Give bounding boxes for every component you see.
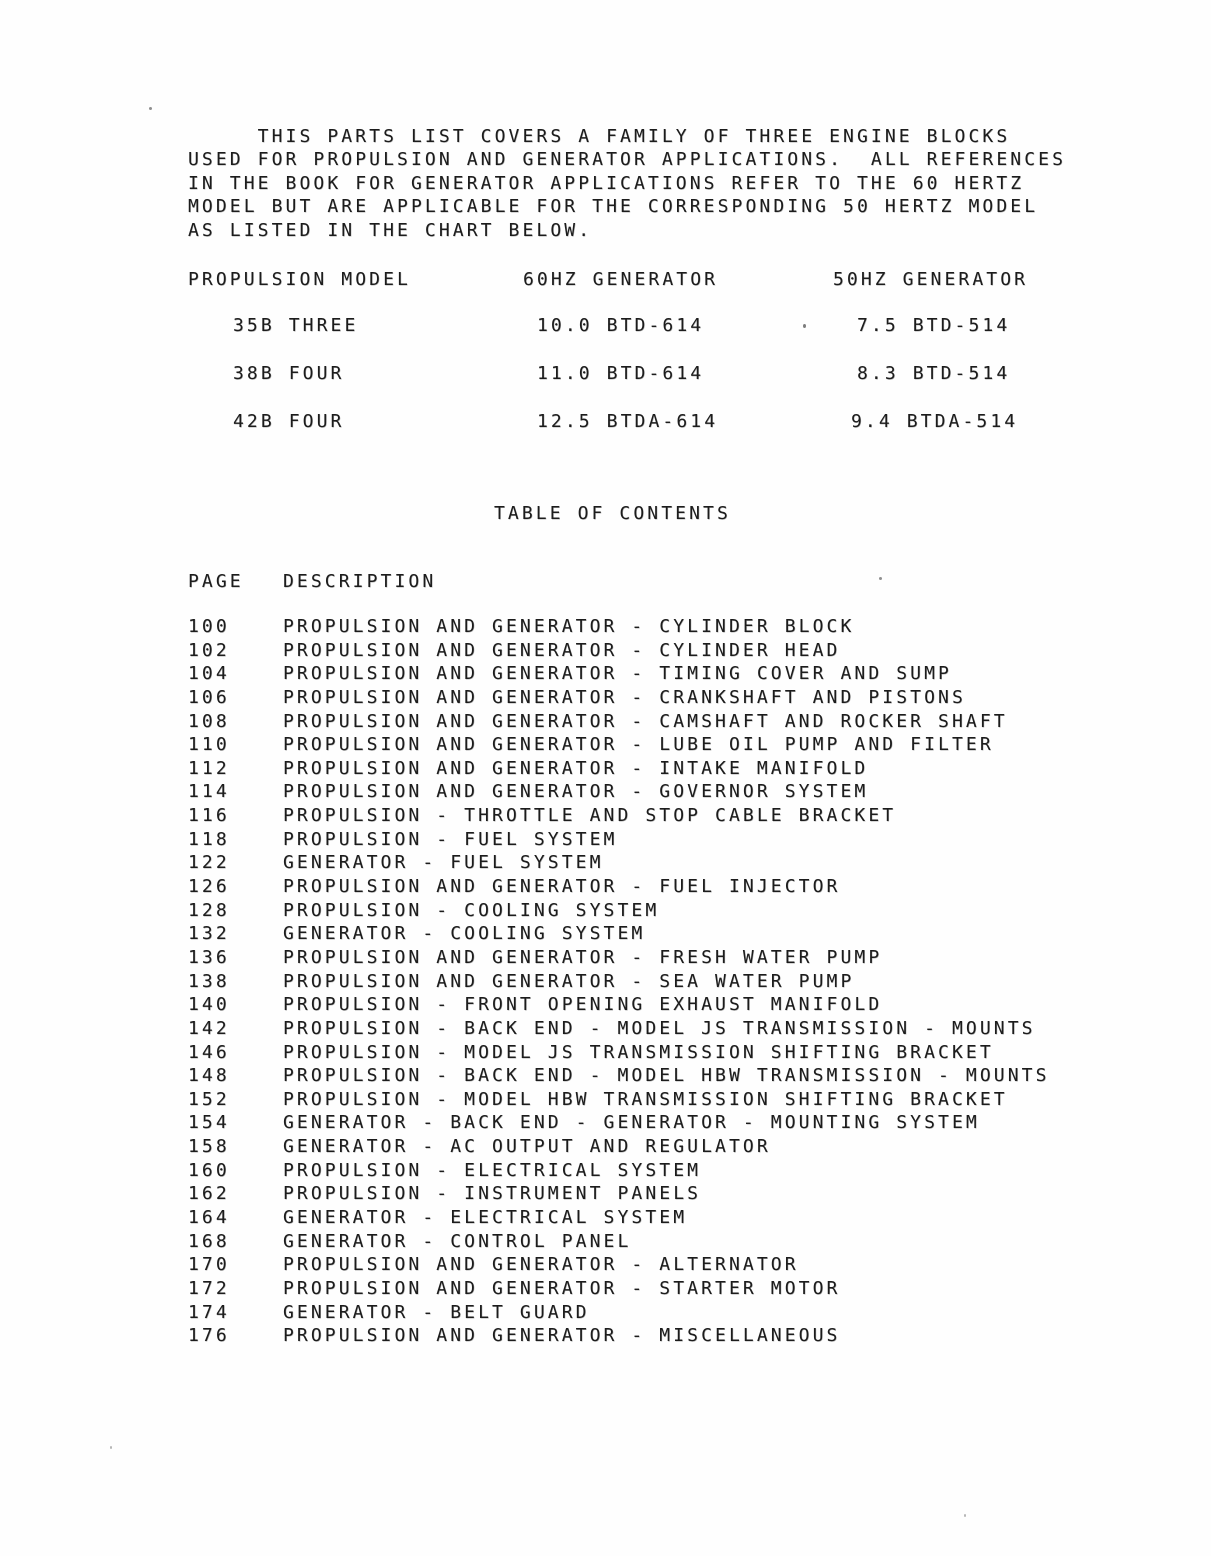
scan-speck [149, 107, 152, 110]
toc-entry [188, 686, 1050, 710]
chart-header-50hz-generator: 50HZ GENERATOR [833, 269, 1029, 290]
toc-description: PROPULSION - FUEL SYSTEM [283, 828, 618, 850]
toc-description: PROPULSION AND GENERATOR - STARTER MOTOR [283, 1277, 841, 1299]
toc-description: GENERATOR - CONTROL PANEL [283, 1230, 632, 1252]
toc-page-column-header: PAGE [188, 571, 244, 592]
toc-entry [188, 1159, 1050, 1183]
toc-description: PROPULSION AND GENERATOR - CAMSHAFT AND ROCKER SHAFT [283, 710, 1008, 732]
toc-description: PROPULSION - MODEL HBW TRANSMISSION SHIFTING BRACKET [283, 1088, 1008, 1110]
scan-speck [110, 1446, 112, 1449]
toc-entry [188, 993, 1050, 1017]
toc-entry [188, 1277, 1050, 1301]
toc-description: PROPULSION AND GENERATOR - CYLINDER HEAD [283, 639, 841, 661]
toc-page-number: 106 [188, 686, 230, 708]
toc-description: PROPULSION AND GENERATOR - CYLINDER BLOCK [283, 616, 855, 637]
toc-page-number: 152 [188, 1088, 230, 1110]
toc-description: PROPULSION AND GENERATOR - FUEL INJECTOR [283, 876, 841, 898]
toc-entry [188, 1206, 1050, 1230]
toc-entry [188, 1301, 1050, 1325]
toc-entry [188, 1324, 1050, 1348]
toc-description: GENERATOR - AC OUTPUT AND REGULATOR [283, 1136, 771, 1158]
toc-description: PROPULSION AND GENERATOR - TIMING COVER AND SUMP [283, 663, 952, 685]
toc-entry [188, 757, 1050, 781]
toc-page-number: 126 [188, 876, 230, 898]
chart-cell-50hz: 8.3 BTD-514 [857, 363, 1011, 384]
toc-page-number: 110 [188, 734, 230, 756]
intro-line: USED FOR PROPULSION AND GENERATOR APPLICATIONS. ALL REFERENCES [188, 149, 1067, 171]
toc-entry [188, 1088, 1050, 1112]
toc-entry [188, 639, 1050, 663]
toc-description: PROPULSION - BACK END - MODEL JS TRANSMISSION - MOUNTS [283, 1017, 1036, 1039]
toc-description: PROPULSION AND GENERATOR - SEA WATER PUMP [283, 970, 855, 992]
toc-description: PROPULSION - ELECTRICAL SYSTEM [283, 1159, 702, 1181]
toc-entry [188, 875, 1050, 899]
chart-header-60hz-generator: 60HZ GENERATOR [523, 269, 719, 290]
toc-description: PROPULSION AND GENERATOR - FRESH WATER PUMP [283, 946, 883, 968]
toc-title: TABLE OF CONTENTS [494, 503, 731, 524]
toc-page-number: 100 [188, 616, 230, 637]
toc-page-number: 164 [188, 1207, 230, 1229]
toc-page-number: 104 [188, 663, 230, 685]
toc-page-number: 146 [188, 1041, 230, 1063]
chart-cell-60hz: 12.5 BTDA-614 [537, 411, 719, 432]
toc-description: GENERATOR - BACK END - GENERATOR - MOUNTING SYSTEM [283, 1112, 980, 1134]
toc-description: GENERATOR - BELT GUARD [283, 1301, 590, 1323]
toc-page-number: 172 [188, 1277, 230, 1299]
toc-page-number: 138 [188, 970, 230, 992]
toc-description: PROPULSION - MODEL JS TRANSMISSION SHIFTING BRACKET [283, 1041, 994, 1063]
toc-page-number: 140 [188, 994, 230, 1016]
toc-entry [188, 780, 1050, 804]
toc-entry [188, 662, 1050, 686]
toc-entry [188, 1135, 1050, 1159]
intro-line: THIS PARTS LIST COVERS A FAMILY OF THREE ENGINE BLOCKS [188, 126, 1011, 147]
toc-page-number: 148 [188, 1065, 230, 1087]
toc-page-number: 132 [188, 923, 230, 945]
toc-description: PROPULSION - INSTRUMENT PANELS [283, 1183, 702, 1205]
toc-page-number: 136 [188, 946, 230, 968]
toc-entry [188, 1041, 1050, 1065]
toc-page-number: 108 [188, 710, 230, 732]
toc-description: PROPULSION AND GENERATOR - INTAKE MANIFOLD [283, 757, 869, 779]
toc-description: PROPULSION - THROTTLE AND STOP CABLE BRACKET [283, 805, 897, 827]
toc-page-number: 112 [188, 757, 230, 779]
chart-header-propulsion-model: PROPULSION MODEL [188, 269, 411, 290]
toc-page-number: 102 [188, 639, 230, 661]
toc-entry [188, 1017, 1050, 1041]
toc-description: PROPULSION AND GENERATOR - GOVERNOR SYSTEM [283, 781, 869, 803]
intro-paragraph [188, 125, 1066, 242]
toc-description: GENERATOR - ELECTRICAL SYSTEM [283, 1207, 688, 1229]
toc-description: PROPULSION AND GENERATOR - LUBE OIL PUMP AND FILTER [283, 734, 994, 756]
toc-page-number: 154 [188, 1112, 230, 1134]
scan-speck [803, 324, 806, 328]
toc-entry [188, 922, 1050, 946]
chart-cell-60hz: 10.0 BTD-614 [537, 315, 705, 336]
toc-entry [188, 615, 1050, 639]
intro-line: IN THE BOOK FOR GENERATOR APPLICATIONS REFER TO THE 60 HERTZ [188, 172, 1025, 194]
toc-description: PROPULSION AND GENERATOR - ALTERNATOR [283, 1254, 799, 1276]
toc-entry [188, 899, 1050, 923]
toc-page-number: 114 [188, 781, 230, 803]
toc-entry [188, 733, 1050, 757]
toc-entry [188, 1182, 1050, 1206]
scan-speck [964, 1514, 966, 1517]
toc-description: GENERATOR - COOLING SYSTEM [283, 923, 646, 945]
toc-page-number: 160 [188, 1159, 230, 1181]
intro-line: MODEL BUT ARE APPLICABLE FOR THE CORRESPONDING 50 HERTZ MODEL [188, 196, 1039, 218]
toc-description: PROPULSION AND GENERATOR - CRANKSHAFT AND PISTONS [283, 686, 966, 708]
toc-page-number: 158 [188, 1136, 230, 1158]
toc-description: PROPULSION - BACK END - MODEL HBW TRANSMISSION - MOUNTS [283, 1065, 1050, 1087]
chart-cell-50hz: 7.5 BTD-514 [857, 315, 1011, 336]
chart-cell-50hz: 9.4 BTDA-514 [851, 411, 1019, 432]
chart-cell-60hz: 11.0 BTD-614 [537, 363, 705, 384]
toc-entry [188, 828, 1050, 852]
toc-entry [188, 710, 1050, 734]
toc-entry [188, 970, 1050, 994]
toc-entry [188, 851, 1050, 875]
toc-page-number: 170 [188, 1254, 230, 1276]
toc-entry [188, 946, 1050, 970]
toc-entry [188, 1253, 1050, 1277]
toc-page-number: 162 [188, 1183, 230, 1205]
chart-cell-model: 42B FOUR [233, 411, 345, 432]
chart-cell-model: 38B FOUR [233, 363, 345, 384]
toc-description: PROPULSION - COOLING SYSTEM [283, 899, 660, 921]
toc-description: GENERATOR - FUEL SYSTEM [283, 852, 604, 874]
toc-entry [188, 1230, 1050, 1254]
toc-entry [188, 804, 1050, 828]
toc-page-number: 128 [188, 899, 230, 921]
toc-page-number: 116 [188, 805, 230, 827]
toc-page-number: 168 [188, 1230, 230, 1252]
toc-page-number: 142 [188, 1017, 230, 1039]
toc-page-number: 176 [188, 1325, 230, 1347]
chart-cell-model: 35B THREE [233, 315, 359, 336]
toc-description: PROPULSION - FRONT OPENING EXHAUST MANIFOLD [283, 994, 883, 1016]
toc-page-number: 122 [188, 852, 230, 874]
toc-description: PROPULSION AND GENERATOR - MISCELLANEOUS [283, 1325, 841, 1347]
intro-line: AS LISTED IN THE CHART BELOW. [188, 219, 593, 241]
toc-description-column-header: DESCRIPTION [283, 571, 437, 592]
scan-speck [879, 577, 882, 580]
toc-entry [188, 1111, 1050, 1135]
toc-entry [188, 1064, 1050, 1088]
toc-page-number: 174 [188, 1301, 230, 1323]
toc-page-number: 118 [188, 828, 230, 850]
toc-list [188, 615, 1050, 1348]
